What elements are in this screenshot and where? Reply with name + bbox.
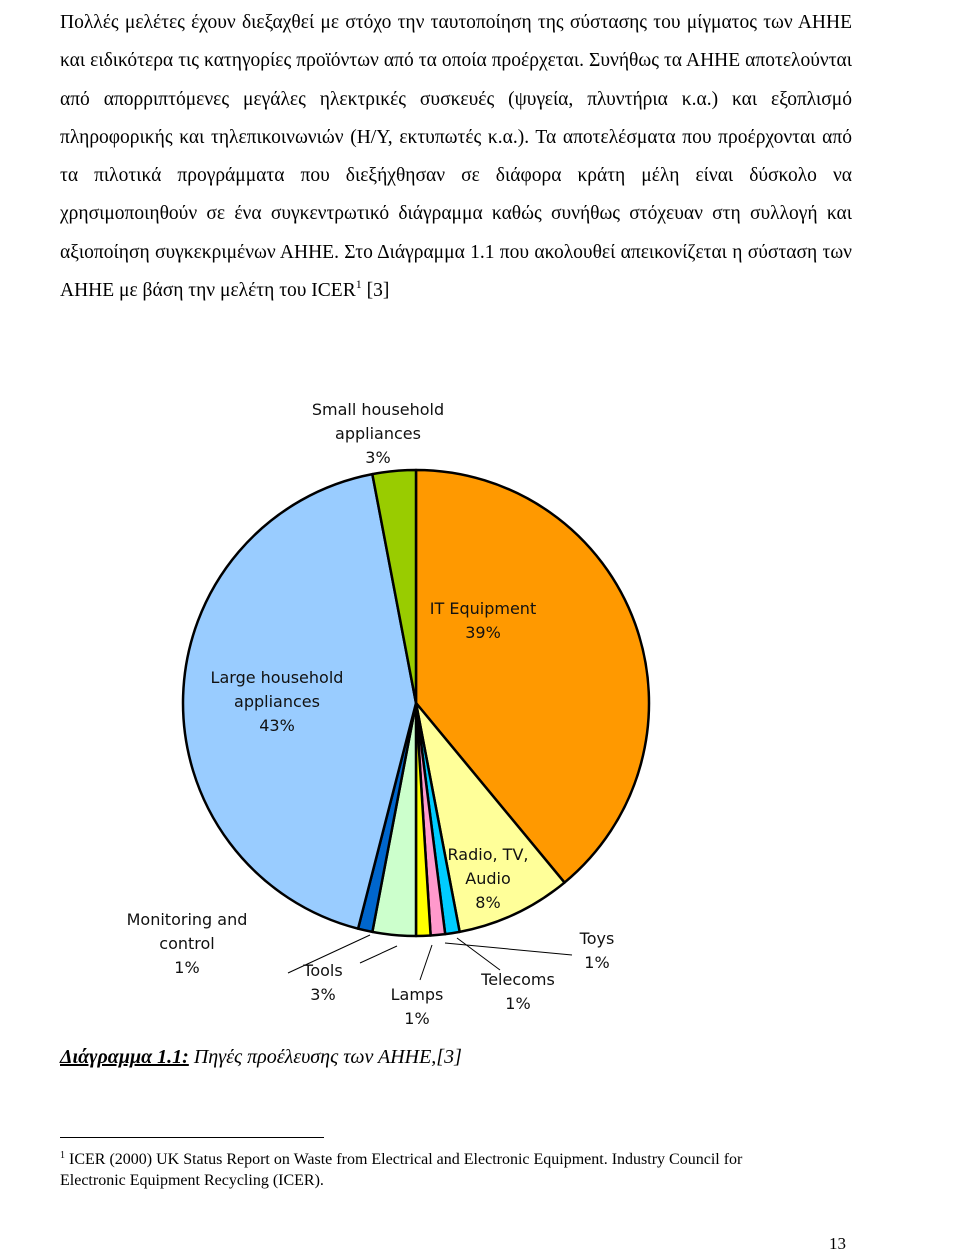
footnote-separator <box>60 1137 324 1138</box>
leader-line-toys <box>445 943 572 955</box>
leader-line-tools <box>360 946 397 963</box>
footnote <box>60 1149 780 1191</box>
data-label-monitoring-and-control: Monitoring and control 1% <box>126 910 248 977</box>
page-number: 13 <box>829 1234 846 1253</box>
caption-label: Διάγραμμα 1.1: <box>60 1046 189 1068</box>
pie-chart-figure <box>60 383 654 1033</box>
body-paragraph <box>60 4 852 310</box>
caption-text: Πηγές προέλευσης των ΑΗΗΕ,[3] <box>188 1046 462 1068</box>
data-label-toys: Toys 1% <box>579 929 615 972</box>
data-label-tools: Tools 3% <box>303 961 343 1004</box>
footnote-text: ICER (2000) UK Status Report on Waste from Electrical and Electronic Equipment. Industry Council for Electronic Equipment Recycling (ICER). <box>60 1151 743 1189</box>
data-label-it-equipment: IT Equipment 39% <box>429 599 537 642</box>
data-label-telecoms: Telecoms 1% <box>481 970 555 1013</box>
leader-line-telecoms <box>457 938 500 970</box>
footnote-reference: 1 <box>355 277 362 292</box>
figure-caption <box>60 1046 462 1069</box>
data-label-radio-tv-audio: Radio, TV, Audio 8% <box>447 845 529 912</box>
footnote-number: 1 <box>60 1150 65 1161</box>
data-label-small-household-appliances: Small household appliances 3% <box>311 400 445 467</box>
pie-chart <box>60 383 654 1033</box>
data-label-lamps: Lamps 1% <box>390 985 444 1028</box>
body-text: Πολλές μελέτες έχουν διεξαχθεί με στόχο την ταυτοποίηση της σύστασης του μίγματος των ΑΗΗΕ και ειδικότερα τις κατηγορίες προϊόντων από τα οποία προέρχεται. Συνήθως τα ΑΗΗΕ αποτελούνται από απορριπτόμενες μεγάλες ηλεκτρικές συσκευές (ψυγεία, πλυντήρια κ.α.) και εξοπλισμό πληροφορικής και τηλεπικοινωνιών (Η/Υ, εκτυπωτές κ.α.). Τα αποτελέσματα που προέρχονται από τα πιλοτικά προγράμματα που διεξήχθησαν σε διάφορα κράτη μέλη είναι δύσκολο να χρησιμοποιηθούν σε ένα συγκεντρωτικό διάγραμμα καθώς συνήθως στόχευαν στη συλλογή και αξιοποίηση συγκεκριμένων ΑΗΗΕ. Στο Διάγραμμα 1.1 που ακολουθεί απεικονίζεται η σύσταση των ΑΗΗΕ με βάση την μελέτη του ICER <box>60 12 852 302</box>
body-text-end: [3] <box>361 280 390 302</box>
data-label-large-household-appliances: Large household appliances 43% <box>210 668 344 735</box>
leader-line-lamps <box>420 945 432 980</box>
